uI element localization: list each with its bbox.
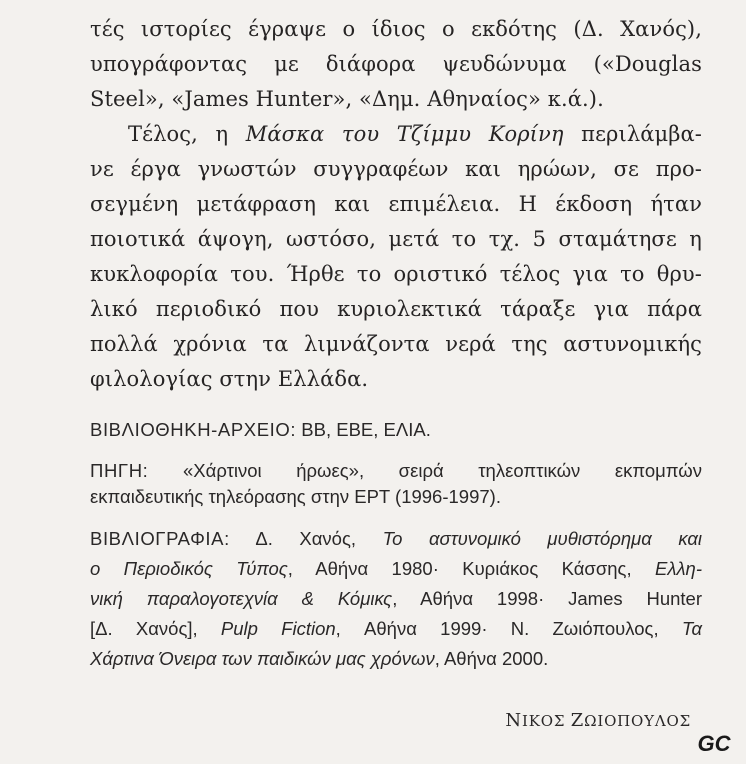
source-line xyxy=(90,458,702,484)
bibliography-line xyxy=(90,554,702,584)
text-span: περιλάμβα- xyxy=(563,122,702,146)
text-line: ποιοτικά άψογη, ωστόσο, μετά το τχ. 5 σταμάτησε η xyxy=(90,227,702,251)
library-label: ΒΙΒΛΙΟΘΗΚΗ-ΑΡΧΕΙΟ: xyxy=(90,419,297,440)
text-span: , Αθήνα 1980· Κυριάκος Κάσσης, xyxy=(287,558,655,579)
page-content xyxy=(90,12,702,674)
text-line: φιλολογίας στην Ελλάδα. xyxy=(90,367,369,391)
text-line: νε έργα γνωστών συγγραφέων και ηρώων, σε προ- xyxy=(90,157,702,181)
book-title: Ελλη- xyxy=(655,558,702,579)
text-span: , Αθήνα 1999· Ν. Ζωιόπουλος, xyxy=(335,618,682,639)
source-line: εκπαιδευτικής τηλεόρασης στην ΕΡΤ (1996-1997). xyxy=(90,486,501,507)
text-span: [Δ. Χανός], xyxy=(90,618,221,639)
bibliography-line xyxy=(90,584,702,614)
source-label: ΠΗΓΗ: xyxy=(90,460,149,481)
signature-text: ΙΚΟΣ xyxy=(521,712,571,730)
text-line: πολλά χρόνια τα λιμνάζοντα νερά της αστυνομικής xyxy=(90,332,702,356)
text-line xyxy=(90,117,702,152)
bibliography-line xyxy=(90,524,702,554)
signature-initial: Ζ xyxy=(570,710,585,731)
signature-text: ΩΙΟΠΟΥΛΟΣ xyxy=(584,712,691,730)
author-signature xyxy=(505,710,691,731)
book-title: Pulp Fiction xyxy=(220,618,336,639)
source-text: «Χάρτινοι ήρωες», σειρά τηλεοπτικών εκπομπών xyxy=(148,460,702,481)
library-archive xyxy=(90,417,702,443)
signature-initial: Ν xyxy=(505,710,522,731)
library-value: ΒΒ, ΕΒΕ, ΕΛΙΑ. xyxy=(296,419,431,440)
book-title: ο Περιοδικός Τύπος xyxy=(90,558,288,579)
text-span: , Αθήνα 2000. xyxy=(434,648,549,669)
paragraph-finally xyxy=(90,117,702,397)
watermark-text: GC xyxy=(697,731,731,756)
text-line: κυκλοφορία του. Ήρθε το οριστικό τέλος για το θρυ- xyxy=(90,262,702,286)
text-line: Steel», «James Hunter», «Δημ. Αθηναίος» κ.ά.). xyxy=(90,87,604,111)
source-entry xyxy=(90,458,702,510)
book-title: Χάρτινα Όνειρα των παιδικών μας χρόνων xyxy=(90,648,435,669)
bibliography-line xyxy=(90,614,702,644)
text-line: υπογράφοντας με διάφορα ψευδώνυμα («Douglas xyxy=(90,52,702,76)
text-span: , Αθήνα 1998· James Hunter xyxy=(392,588,703,609)
text-span: Τέλος, η xyxy=(128,122,246,146)
bibliography-entry xyxy=(90,524,702,674)
book-title: Το αστυνομικό μυθιστόρημα και xyxy=(382,528,703,549)
book-title: Τα xyxy=(681,618,703,639)
gc-watermark-logo xyxy=(693,730,735,756)
bibliography-line xyxy=(90,644,702,674)
text-line: λικό περιοδικό που κυριολεκτικά τάραξε για πάρα xyxy=(90,297,702,321)
text-line: τές ιστορίες έγραψε ο ίδιος ο εκδότης (Δ. Χανός), xyxy=(90,17,702,41)
magazine-title: Μάσκα του Τζίμμυ Κορίνη xyxy=(245,122,564,146)
book-title: νική παραλογοτεχνία & Κόμικς xyxy=(90,588,393,609)
paragraph-continuation xyxy=(90,12,702,117)
text-span: Δ. Χανός, xyxy=(229,528,383,549)
text-line: σεγμένη μετάφραση και επιμέλεια. Η έκδοση ήταν xyxy=(90,192,702,216)
bibliography-label: ΒΙΒΛΙΟΓΡΑΦΙΑ: xyxy=(90,528,230,549)
